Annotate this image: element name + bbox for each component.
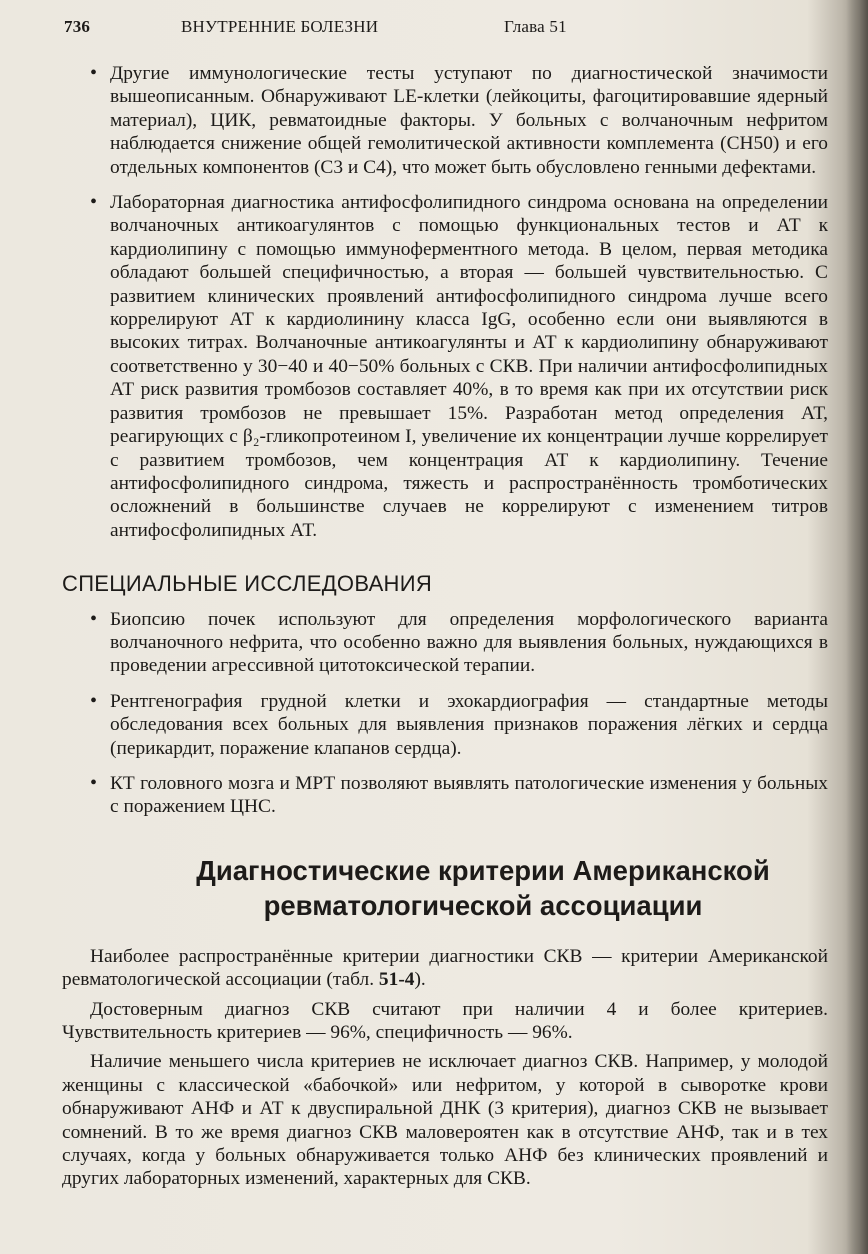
book-title: ВНУТРЕННИЕ БОЛЕЗНИ [181,17,379,36]
lab-tests-list [62,62,828,542]
list-item: • Рентгенография грудной клетки и эхокардиография — стандартные методы обследования всех больных для выявления признаков поражения лёгких и сердца (перикардит, поражение клапанов сердца). [62,690,828,760]
section-heading-special: СПЕЦИАЛЬНЫЕ ИССЛЕДОВАНИЯ [62,571,433,597]
criteria-paragraph-3: Наличие меньшего числа критериев не исключает диагноз СКВ. Например, у молодой женщины с классической «бабочкой» или нефритом, у которой в сыворотке крови обнаруживают АНФ и АТ к двуспиральной ДНК (3 критерия), диагноз СКВ не вызывает сомнений. В то же время диагноз СКВ маловероятен как в отсутствие АНФ, так и в тех случаях, когда у больных обнаруживается только АНФ без клинических проявлений и других лабораторных изменений, характерных для СКВ. [62,1051,828,1190]
list-item: • Другие иммунологические тесты уступают по диагностической значимости вышеописанным. Обнаруживают LE-клетки (лейкоциты, фагоцитировавшие ядерный материал), ЦИК, ревматоидные факторы. У больных с волчаночным нефритом наблюдается снижение общей гемолитической активности комплемента (CH50) и его отдельных компонентов (C3 и C4), что может быть обусловлено генными дефектами. [62,62,828,179]
criteria-heading: Диагностические критерии Американской ревматологической ассоциации [196,854,770,921]
page-edge-shadow [846,0,868,1254]
page-number: 736 [64,17,91,36]
paragraph-text-end: ). [414,969,426,991]
page-content [62,62,828,1197]
list-item: • Лабораторная диагностика антифосфолипидного синдрома основана на определении волчаночных антикоагулянтов с помощью функциональных тестов и АТ к кардиолипину с помощью иммуноферментного метода. В целом, первая методика обладают большей специфичностью, а вторая — большей чувствительностью. С развитием клинических проявлений антифосфолипидного синдрома лучше всего коррелируют АТ к кардиолинину класса IgG, особенно если они выявляются в высоких титрах. Волчаночные антикоагулянты и АТ к кардиолипину обнаруживают соответственно у 30−40 и 40−50% больных с СКВ. При наличии антифосфолипидных АТ риск развития тромбозов составляет 40%, в то время как при их отсутствии риск развития тромбозов не превышает 15%. Разработан метод определения АТ, реагирующих с β₂-гликопротеином I, увеличение их концентрации лучше коррелирует с развитием тромбозов, чем концентрация АТ к кардиолипину. Течение антифосфолипидного синдрома, тяжесть и распространённость тромботических осложнений в большинстве случаев не коррелируют с изменением титров антифосфолипидных АТ. [62,191,828,542]
criteria-paragraph-2: Достоверным диагноз СКВ считают при наличии 4 и более критериев. Чувствительность критериев — 96%, специфичность — 96%. [62,998,828,1043]
running-header [64,17,844,43]
paragraph-text: Наиболее распространённые критерии диагностики СКВ — критерии Американской ревматологической ассоциации (табл. [62,945,828,991]
special-tests-list [62,608,828,819]
list-item: • КТ головного мозга и МРТ позволяют выявлять патологические изменения у больных с поражением ЦНС. [62,772,828,819]
chapter-label: Глава 51 [504,17,567,36]
list-item: • Биопсию почек используют для определения морфологического варианта волчаночного нефрита, что особенно важно для выявления больных, нуждающихся в проведении агрессивной цитотоксической терапии. [62,608,828,678]
table-reference-link: 51-4 [378,969,415,991]
criteria-paragraph-1 [62,945,828,992]
